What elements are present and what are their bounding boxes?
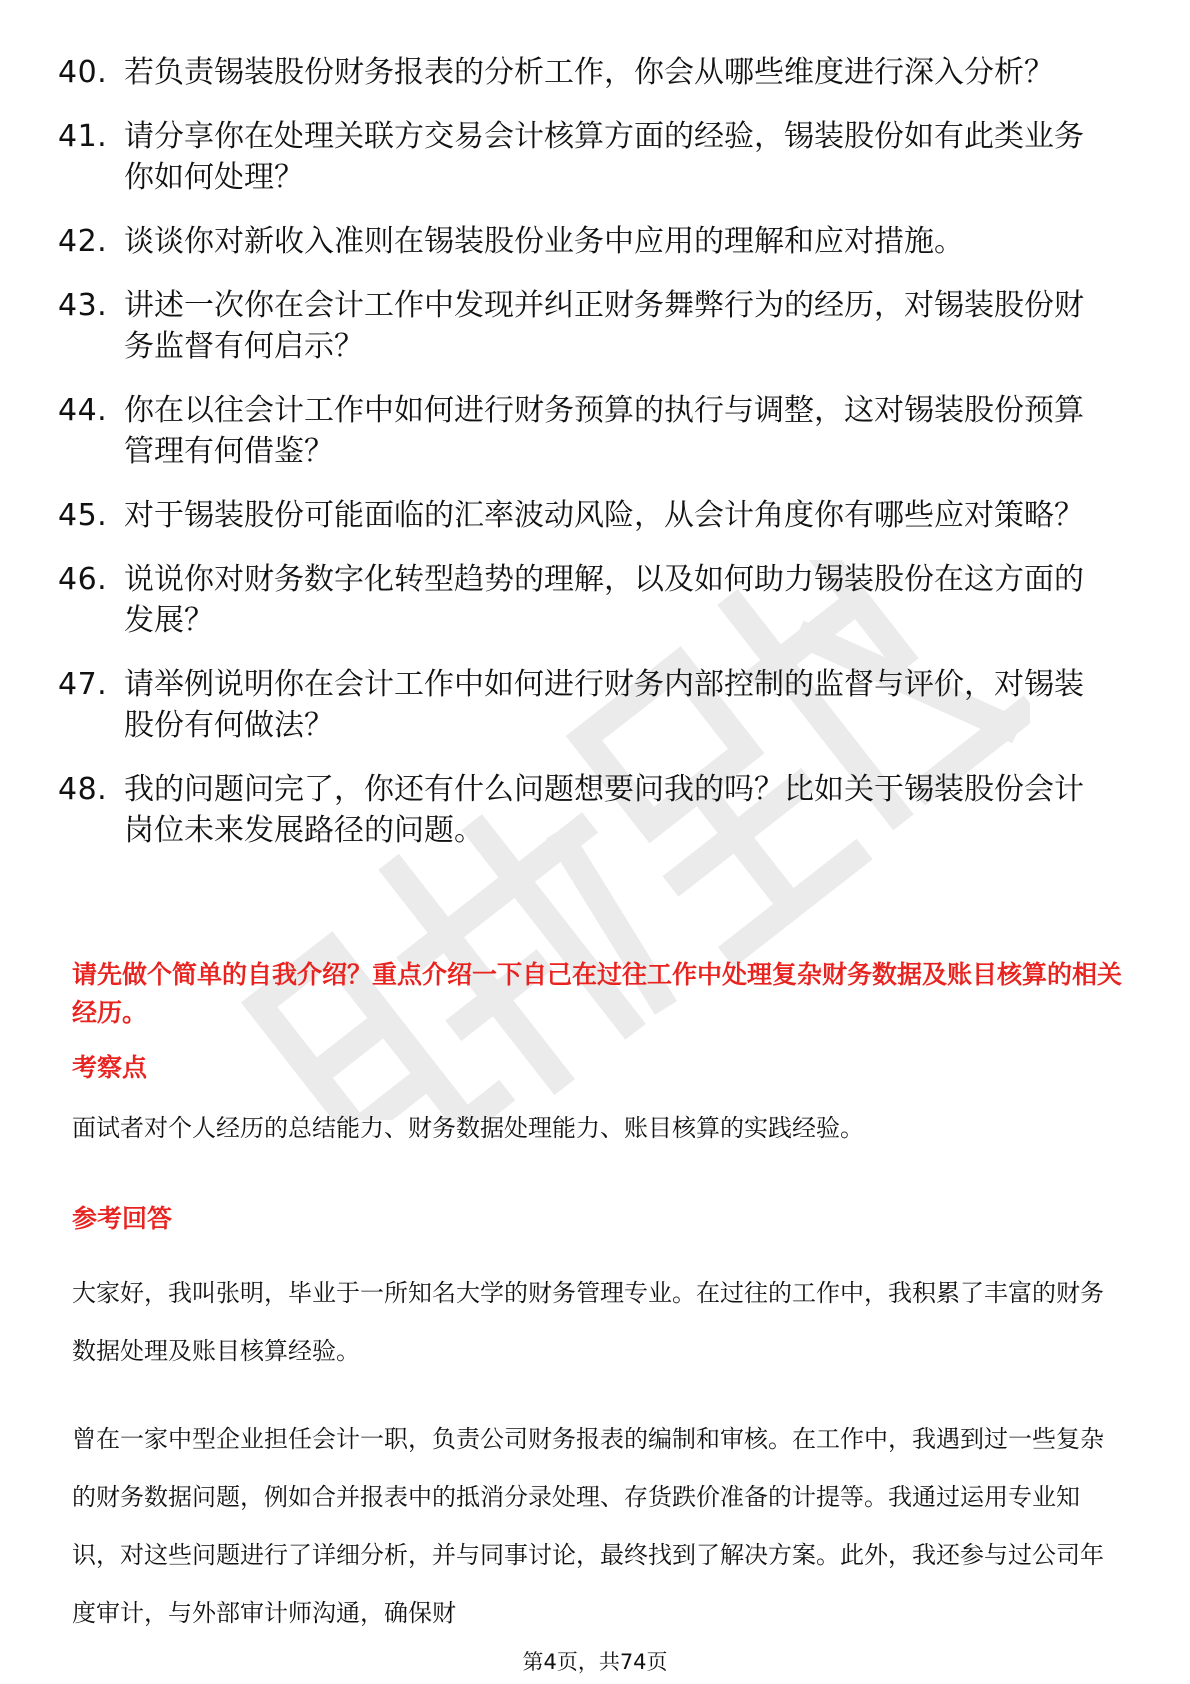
list-item [58, 52, 1118, 93]
question-number: 45. [58, 498, 108, 533]
list-item [58, 664, 1118, 746]
question-number: 42. [58, 224, 108, 259]
question-text: 对于锡装股份可能面临的汇率波动风险，从会计角度你有哪些应对策略？ [124, 498, 1084, 533]
cankao-label: 参考回答 [72, 1204, 173, 1233]
answer-paragraph-1: 大家好，我叫张明，毕业于一所知名大学的财务管理专业。在过往的工作中，我积累了丰富的财务数据处理及账目核算经验。 [72, 1279, 1104, 1365]
question-number: 41. [58, 119, 108, 154]
question-number: 46. [58, 562, 108, 597]
kaocha-text: 面试者对个人经历的总结能力、财务数据处理能力、账目核算的实践经验。 [72, 1114, 864, 1142]
list-item [58, 495, 1118, 536]
question-text: 请分享你在处理关联方交易会计核算方面的经验，锡装股份如有此类业务你如何处理？ [124, 119, 1084, 195]
list-item [58, 559, 1118, 641]
page-footer: 第4页，共74页 [522, 1650, 668, 1674]
question-text: 我的问题问完了，你还有什么问题想要问我的吗？比如关于锡装股份会计岗位未来发展路径的问题。 [124, 772, 1084, 848]
list-item [58, 285, 1118, 367]
list-item [58, 221, 1118, 262]
kaocha-label: 考察点 [72, 1053, 148, 1082]
question-number: 44. [58, 393, 108, 428]
question-text: 说说你对财务数字化转型趋势的理解，以及如何助力锡装股份在这方面的发展？ [124, 562, 1084, 638]
list-item [58, 116, 1118, 198]
question-text: 你在以往会计工作中如何进行财务预算的执行与调整，这对锡装股份预算管理有何借鉴？ [124, 393, 1084, 469]
question-number: 47. [58, 667, 108, 702]
question-text: 若负责锡装股份财务报表的分析工作，你会从哪些维度进行深入分析？ [124, 55, 1054, 90]
question-text: 讲述一次你在会计工作中发现并纠正财务舞弊行为的经历，对锡装股份财务监督有何启示？ [124, 288, 1084, 364]
list-item [58, 769, 1118, 851]
question-number: 43. [58, 288, 108, 323]
question-text: 请举例说明你在会计工作中如何进行财务内部控制的监督与评价，对锡装股份有何做法？ [124, 667, 1084, 743]
featured-question-heading: 请先做个简单的自我介绍？重点介绍一下自己在过往工作中处理复杂财务数据及账目核算的相关经历。 [72, 960, 1123, 1027]
question-number: 48. [58, 772, 108, 807]
question-number: 40. [58, 55, 108, 90]
question-text: 谈谈你对新收入准则在锡装股份业务中应用的理解和应对措施。 [124, 224, 964, 259]
question-list [58, 52, 1118, 874]
list-item [58, 390, 1118, 472]
answer-paragraph-2: 曾在一家中型企业担任会计一职，负责公司财务报表的编制和审核。在工作中，我遇到过一些复杂的财务数据问题，例如合并报表中的抵消分录处理、存货跌价准备的计提等。我通过运用专业知识，对这些问题进行了详细分析，并与同事讨论，最终找到了解决方案。此外，我还参与过公司年度审计，与外部审计师沟通，确保财 [72, 1425, 1104, 1627]
